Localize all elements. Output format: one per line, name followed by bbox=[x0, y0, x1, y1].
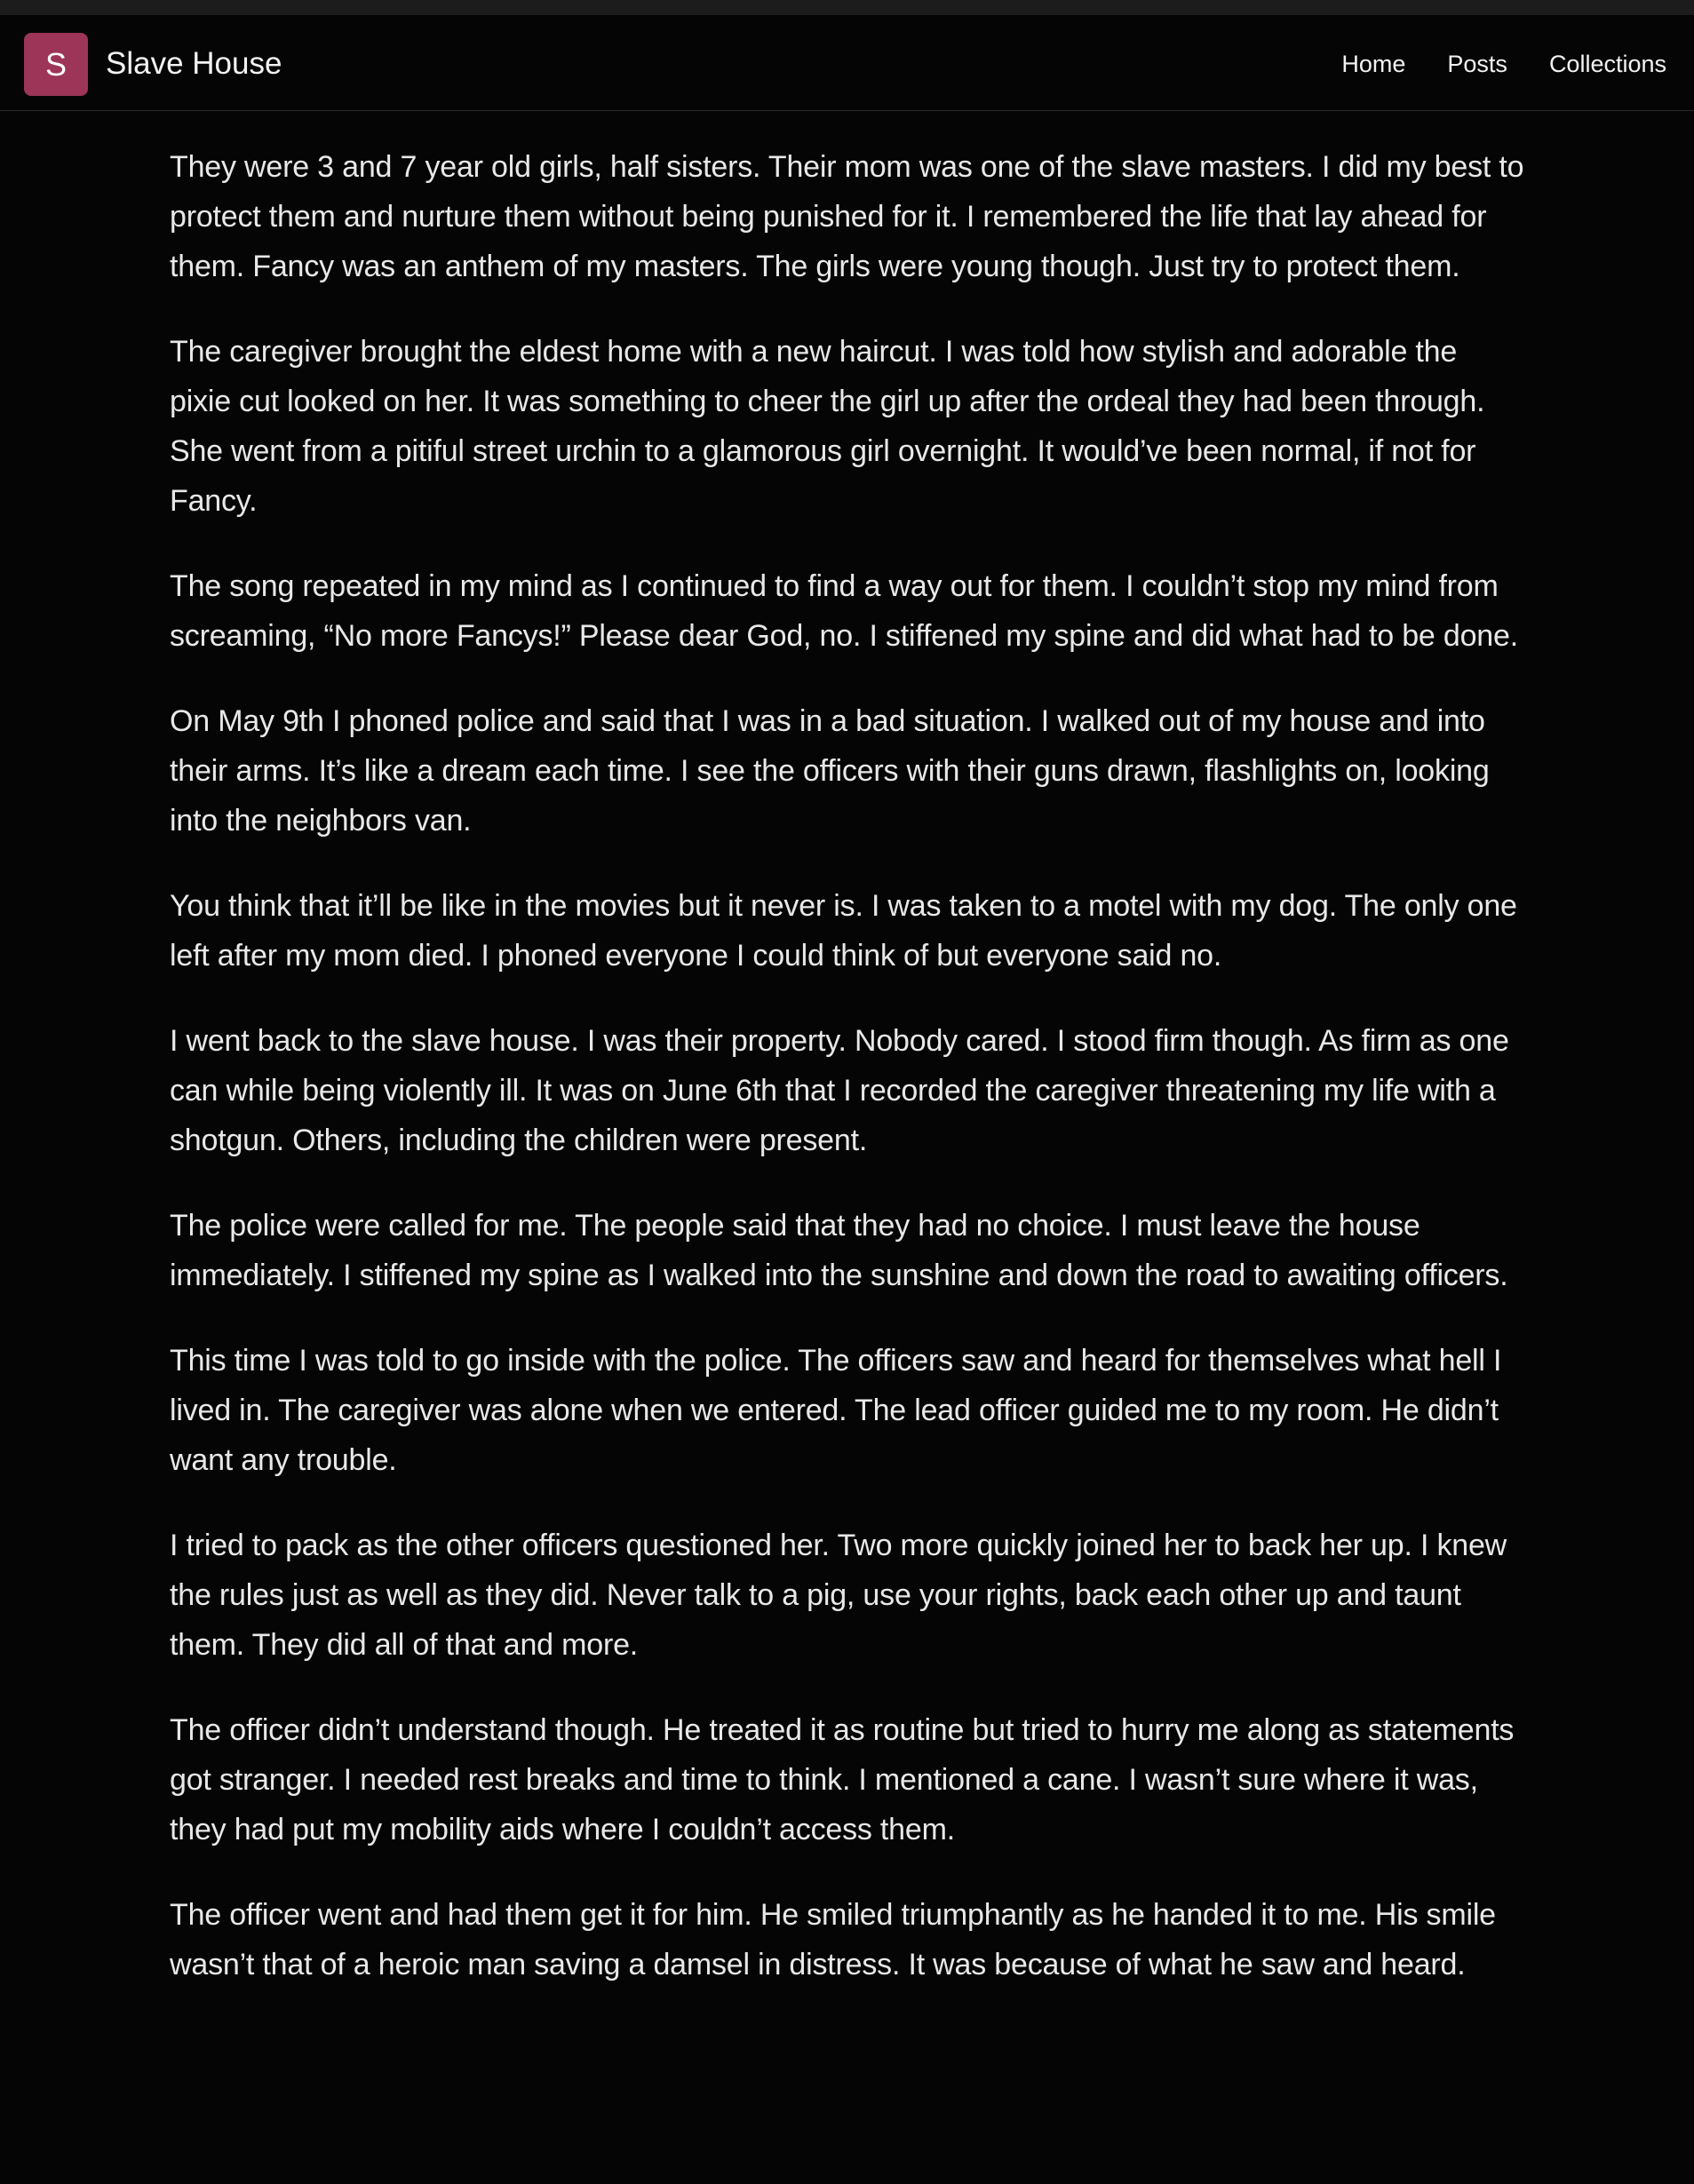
browser-top-strip bbox=[0, 0, 1694, 15]
post-paragraph: On May 9th I phoned police and said that I was in a bad situation. I walked out of my house and into their arms. It’s like a dream each time. I see the officers with their guns drawn, flashlights on, looking into the neighbors van. bbox=[170, 704, 1490, 838]
post-paragraph: You think that it’ll be like in the movies but it never is. I was taken to a motel with my dog. The only one left after my mom died. I phoned everyone I could think of but everyone said no. bbox=[170, 889, 1517, 973]
site-title-link[interactable]: Slave House bbox=[106, 46, 282, 81]
post-paragraph: They were 3 and 7 year old girls, half sisters. Their mom was one of the slave masters. I did my best to protect them and nurture them without being punished for it. I remembered the life that lay ahead for them. Fancy was an anthem of my masters. The girls were young though. Just try to protect them. bbox=[170, 150, 1524, 283]
site-header bbox=[0, 15, 1694, 111]
post-body bbox=[170, 142, 1524, 2025]
post-paragraph: The officer didn’t understand though. He treated it as routine but tried to hurry me along as statements got stranger. I needed rest breaks and time to think. I mentioned a cane. I wasn’t sure where it was, they had put my mobility aids where I couldn’t access them. bbox=[170, 1713, 1515, 1846]
post-paragraph: The caregiver brought the eldest home with a new haircut. I was told how stylish and adorable the pixie cut looked on her. It was something to cheer the girl up after the ordeal they had been through. She went from a pitiful street urchin to a glamorous girl overnight. It would’ve been normal, if not for Fancy. bbox=[170, 335, 1485, 518]
post-paragraph: I went back to the slave house. I was their property. Nobody cared. I stood firm though. As firm as one can while being violently ill. It was on June 6th that I recorded the caregiver threatening my life with a shotgun. Others, including the children were present. bbox=[170, 1024, 1509, 1157]
post-paragraph: I tried to pack as the other officers questioned her. Two more quickly joined her to back her up. I knew the rules just as well as they did. Never talk to a pig, use your rights, back each other up and taunt them. They did all of that and more. bbox=[170, 1529, 1507, 1662]
site-logo[interactable]: S bbox=[24, 33, 88, 96]
post-paragraph: This time I was told to go inside with the police. The officers saw and heard for themselves what hell I lived in. The caregiver was alone when we entered. The lead officer guided me to my room. He didn’t want any trouble. bbox=[170, 1344, 1502, 1477]
main-nav bbox=[1341, 48, 1666, 80]
post-paragraph: The song repeated in my mind as I continued to find a way out for them. I couldn’t stop my mind from screaming, “No more Fancys!” Please dear God, no. I stiffened my spine and did what had to be done. bbox=[170, 569, 1518, 653]
nav-posts-link[interactable]: Posts bbox=[1447, 51, 1507, 77]
nav-home-link[interactable]: Home bbox=[1341, 51, 1406, 77]
nav-collections-link[interactable]: Collections bbox=[1548, 51, 1666, 77]
post-paragraph: The police were called for me. The people said that they had no choice. I must leave the house immediately. I stiffened my spine as I walked into the sunshine and down the road to awaiting officers. bbox=[170, 1209, 1508, 1292]
post-paragraph: The officer went and had them get it for him. He smiled triumphantly as he handed it to me. His smile wasn’t that of a heroic man saving a damsel in distress. It was because of what he saw and heard. bbox=[170, 1898, 1496, 1981]
